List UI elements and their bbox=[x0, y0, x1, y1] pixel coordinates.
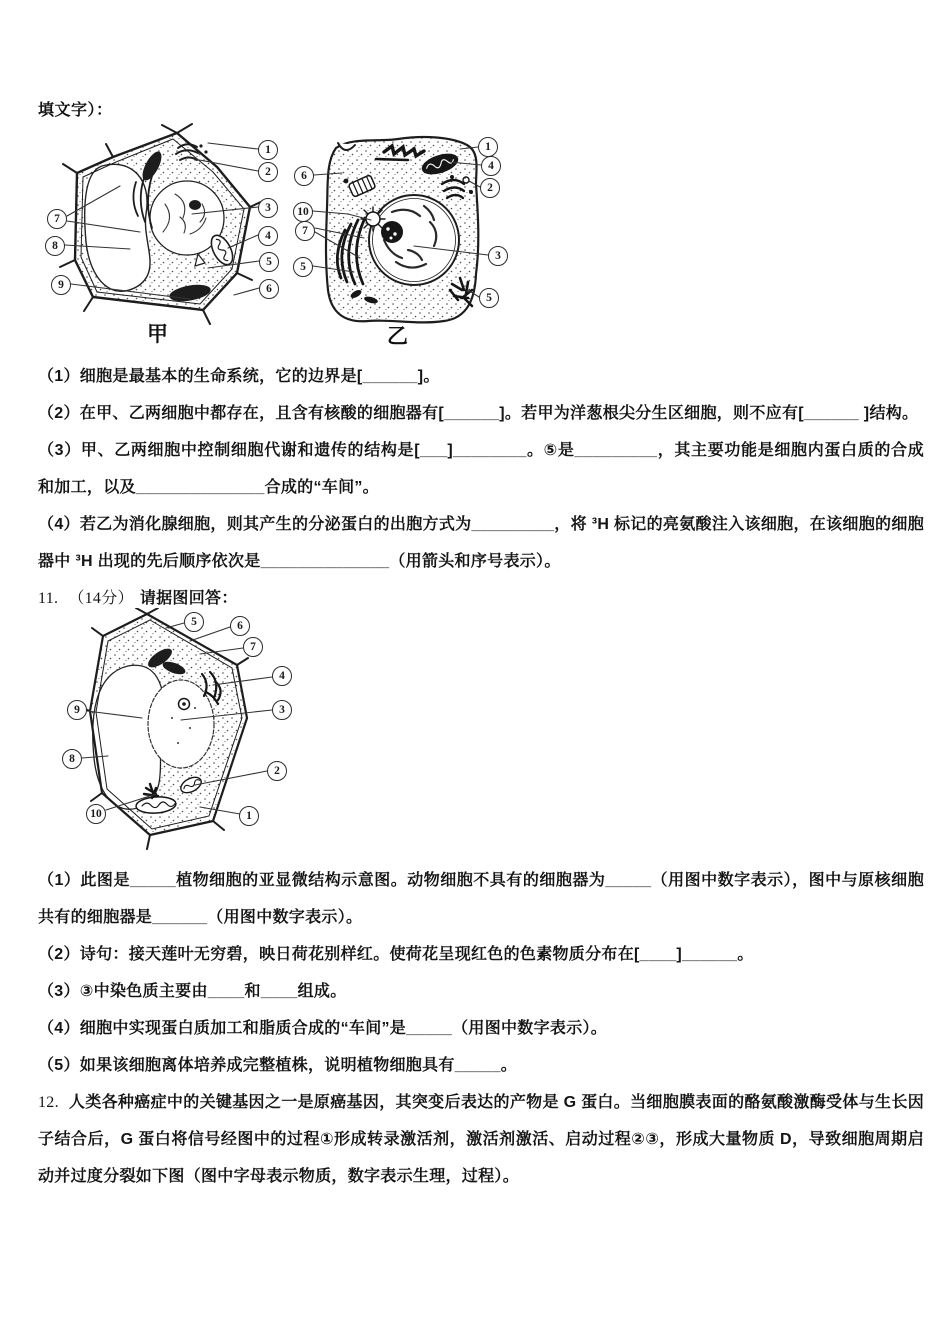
jia-callout-5: 5 bbox=[259, 252, 279, 272]
yi-callout-6: 6 bbox=[294, 166, 314, 186]
intro-text: 填文字）： bbox=[38, 102, 113, 119]
q11-sub5: （5）如果该细胞离体培养成完整植株，说明植物细胞具有_____。 bbox=[38, 1057, 517, 1074]
animal-cell-yi bbox=[313, 137, 488, 322]
yi-callout-3: 3 bbox=[488, 246, 508, 266]
q10-sub1: （1）细胞是最基本的生命系统，它的边界是[______]。 bbox=[38, 368, 440, 385]
q11-sub4: （4）细胞中实现蛋白质加工和脂质合成的“车间”是_____（用图中数字表示）。 bbox=[38, 1020, 608, 1037]
q11-number: 11. bbox=[38, 590, 59, 607]
jia-callout-7: 7 bbox=[47, 209, 67, 229]
q11-sub3: （3）③中染色质主要由____和____组成。 bbox=[38, 983, 347, 1000]
q10-sub2: （2）在甲、乙两细胞中都存在，且含有核酸的细胞器有[______]。若甲为洋葱根尖分生区细胞，则不应有[______ ]结构。 bbox=[38, 405, 919, 422]
q11-sub2: （2）诗句：接天莲叶无穷碧，映日荷花别样红。使荷花呈现红色的色素物质分布在[____]______。 bbox=[38, 946, 754, 963]
q10-sub4: （4）若乙为消化腺细胞，则其产生的分泌蛋白的出胞方式为_________，将 ³H 标记的亮氨酸注入该细胞，在该细胞的细胞器中 ³H 出现的先后顺序依次是______________（用箭头和序号表示）。 bbox=[38, 516, 924, 570]
yi-callout-7: 7 bbox=[295, 221, 315, 241]
jia-callout-2: 2 bbox=[258, 162, 278, 182]
yi-callout-4: 4 bbox=[481, 156, 501, 176]
p2-callout-1: 1 bbox=[239, 806, 259, 826]
p2-callout-8: 8 bbox=[62, 749, 82, 769]
p2-callout-7: 7 bbox=[243, 637, 263, 657]
q11-sub1: （1）此图是_____植物细胞的亚显微结构示意图。动物细胞不具有的细胞器为_____（用图中数字表示），图中与原核细胞共有的细胞器是______（用图中数字表示）。 bbox=[38, 872, 924, 926]
p2-callout-10: 10 bbox=[86, 804, 106, 824]
jia-callout-4: 4 bbox=[258, 226, 278, 246]
jia-callout-8: 8 bbox=[45, 236, 65, 256]
q10-sub3: （3）甲、乙两细胞中控制细胞代谢和遗传的结构是[___]________。⑤是_________，其主要功能是细胞内蛋白质的合成和加工，以及______________合成的“车间”。 bbox=[38, 442, 924, 496]
q11-header-text: 请据图回答： bbox=[139, 590, 238, 607]
q10-subquestions bbox=[38, 358, 924, 617]
q11-subquestions bbox=[38, 862, 924, 1195]
q12-number: 12. bbox=[38, 1094, 59, 1111]
cell-diagram-art-jia-yi bbox=[40, 122, 545, 364]
jia-callout-9: 9 bbox=[51, 275, 71, 295]
caption-jia: 甲 bbox=[147, 323, 168, 346]
q12-text: 人类各种癌症中的关键基因之一是原癌基因，其突变后表达的产物是 G 蛋白。当细胞膜表面的酪氨酸激酶受体与生长因子结合后，G 蛋白将信号经图中的过程①形成转录激活剂，激活剂激活、启动过程②③，形成大量物质 D，导致细胞周期启动并过度分裂如下图（图中字母表示物质，数字表示生理，过程）。 bbox=[38, 1094, 924, 1185]
yi-callout-5-left: 5 bbox=[293, 257, 313, 277]
yi-callout-1: 1 bbox=[478, 137, 498, 157]
figure-q10-cell-diagrams bbox=[40, 122, 545, 364]
p2-callout-9: 9 bbox=[67, 700, 87, 720]
p2-callout-6: 6 bbox=[230, 616, 250, 636]
p2-callout-2: 2 bbox=[267, 761, 287, 781]
plant-cell-jia bbox=[60, 124, 265, 324]
q11-points: （14分） bbox=[68, 590, 134, 607]
jia-callout-6: 6 bbox=[259, 279, 279, 299]
yi-callout-10: 10 bbox=[293, 202, 313, 222]
jia-callout-3: 3 bbox=[258, 198, 278, 218]
p2-callout-5: 5 bbox=[184, 612, 204, 632]
yi-callout-5-right: 5 bbox=[479, 288, 499, 308]
p2-callout-4: 4 bbox=[272, 666, 292, 686]
jia-callout-1: 1 bbox=[258, 140, 278, 160]
p2-callout-3: 3 bbox=[272, 700, 292, 720]
figure-q11-plant-cell bbox=[50, 608, 320, 858]
q12-stem bbox=[38, 1084, 924, 1195]
yi-callout-2: 2 bbox=[480, 178, 500, 198]
caption-yi: 乙 bbox=[387, 325, 408, 348]
